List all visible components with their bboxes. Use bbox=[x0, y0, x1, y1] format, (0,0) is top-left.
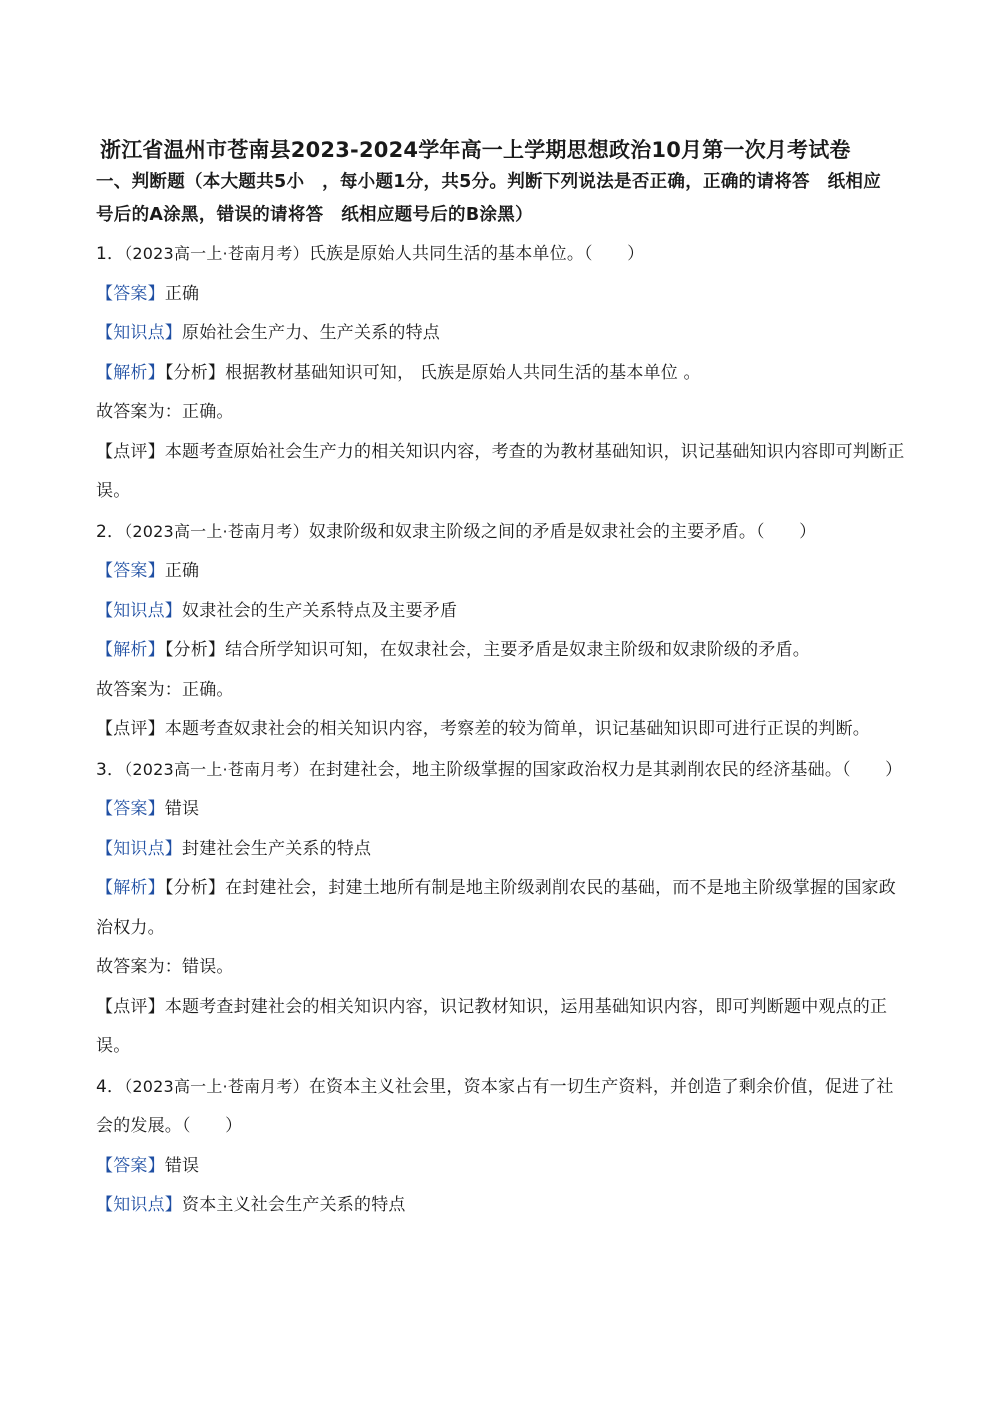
knowledge-value: 原始社会生产力、生产关系的特点 bbox=[182, 323, 440, 343]
question-3 bbox=[96, 750, 908, 1067]
conclusion-label: 故答案为： bbox=[96, 679, 182, 700]
question-2-stem bbox=[96, 512, 908, 553]
knowledge-value: 资本主义社会生产关系的特点 bbox=[182, 1195, 406, 1215]
comment-row bbox=[96, 710, 908, 750]
conclusion-value: 正确。 bbox=[182, 679, 234, 700]
answer-row bbox=[96, 790, 908, 830]
knowledge-label: 【知识点】 bbox=[96, 838, 182, 859]
question-3-stem bbox=[96, 750, 908, 791]
conclusion-value: 正确。 bbox=[182, 402, 234, 422]
knowledge-label: 【知识点】 bbox=[96, 1195, 182, 1215]
comment-label: 【点评】 bbox=[96, 719, 165, 739]
section-heading: 一、判断题（本大题共5小 ，每小题1分，共5分。判断下列说法是否正确，正确的请将答 纸相应 号后的A涂黑，错误的请将答 纸相应题号后的B涂黑） bbox=[96, 172, 899, 225]
comment-row bbox=[96, 433, 908, 512]
question-source: （2023高一上·苍南月考） bbox=[124, 521, 309, 541]
question-number: 2． bbox=[96, 521, 125, 542]
comment-row bbox=[96, 988, 908, 1067]
question-source: （2023高一上·苍南月考） bbox=[124, 1076, 309, 1096]
conclusion-label: 故答案为： bbox=[96, 957, 182, 977]
analysis-sub-label: 【分析】 bbox=[164, 640, 226, 660]
conclusion-row bbox=[96, 948, 908, 988]
analysis-value: 根据教材基础知识可知， 氏族是原始人共同生活的基本单位 。 bbox=[225, 362, 701, 383]
comment-label: 【点评】 bbox=[96, 996, 165, 1017]
question-number: 3． bbox=[96, 759, 125, 780]
comment-value: 本题考查原始社会生产力的相关知识内容，考查的为教材基础知识，识记基础知识内容即可判断正误。 bbox=[96, 441, 905, 501]
knowledge-label: 【知识点】 bbox=[96, 323, 182, 343]
answer-value: 正确 bbox=[164, 561, 200, 581]
comment-value: 本题考查封建社会的相关知识内容，识记教材知识，运用基础知识内容，即可判断题中观点的正误。 bbox=[96, 996, 888, 1056]
answer-value: 正确 bbox=[164, 283, 200, 304]
analysis-value: 在封建社会，封建土地所有制是地主阶级剥削农民的基础，而不是地主阶级掌握的国家政治权力。 bbox=[96, 878, 896, 938]
question-1-stem bbox=[96, 234, 908, 275]
exam-page bbox=[96, 134, 908, 1226]
question-number: 4． bbox=[96, 1076, 125, 1097]
knowledge-value: 封建社会生产关系的特点 bbox=[182, 838, 372, 859]
comment-label: 【点评】 bbox=[96, 441, 165, 462]
analysis-row bbox=[96, 631, 908, 671]
analysis-sub-label: 【分析】 bbox=[164, 362, 226, 383]
page-title: 浙江省温州市苍南县2023-2024学年高一上学期思想政治10月第一次月考试卷 bbox=[100, 138, 851, 162]
conclusion-row bbox=[96, 393, 908, 433]
answer-label: 【答案】 bbox=[96, 561, 165, 581]
question-2 bbox=[96, 512, 908, 750]
analysis-label: 【解析】 bbox=[96, 640, 165, 660]
question-number: 1． bbox=[96, 244, 125, 264]
question-text: 氏族是原始人共同生活的基本单位。（ ） bbox=[308, 244, 645, 264]
answer-value: 错误 bbox=[164, 1155, 200, 1176]
question-4-stem bbox=[96, 1067, 908, 1147]
knowledge-row bbox=[96, 592, 908, 632]
conclusion-label: 故答案为： bbox=[96, 402, 182, 422]
comment-value: 本题考查奴隶社会的相关知识内容，考察差的较为简单，识记基础知识即可进行正误的判断。 bbox=[164, 719, 871, 739]
analysis-sub-label: 【分析】 bbox=[164, 878, 226, 898]
question-1 bbox=[96, 234, 908, 512]
conclusion-row bbox=[96, 671, 908, 711]
analysis-row bbox=[96, 354, 908, 394]
answer-value: 错误 bbox=[164, 799, 200, 819]
analysis-value: 结合所学知识可知，在奴隶社会，主要矛盾是奴隶主阶级和奴隶阶级的矛盾。 bbox=[225, 640, 810, 660]
knowledge-row bbox=[96, 830, 908, 870]
analysis-label: 【解析】 bbox=[96, 362, 165, 383]
answer-label: 【答案】 bbox=[96, 283, 165, 304]
knowledge-label: 【知识点】 bbox=[96, 600, 182, 621]
answer-row bbox=[96, 1147, 908, 1187]
question-4 bbox=[96, 1067, 908, 1226]
question-text: 在封建社会，地主阶级掌握的国家政治权力是其剥削农民的经济基础。（ ） bbox=[308, 759, 903, 780]
question-source: （2023高一上·苍南月考） bbox=[124, 759, 309, 779]
knowledge-row bbox=[96, 314, 908, 354]
conclusion-value: 错误。 bbox=[182, 957, 234, 977]
answer-label: 【答案】 bbox=[96, 799, 165, 819]
analysis-row bbox=[96, 869, 908, 948]
answer-label: 【答案】 bbox=[96, 1155, 165, 1176]
answer-row bbox=[96, 552, 908, 592]
question-text: 奴隶阶级和奴隶主阶级之间的矛盾是奴隶社会的主要矛盾。（ ） bbox=[308, 521, 817, 542]
knowledge-row bbox=[96, 1186, 908, 1226]
knowledge-value: 奴隶社会的生产关系特点及主要矛盾 bbox=[182, 600, 458, 621]
answer-row bbox=[96, 275, 908, 315]
analysis-label: 【解析】 bbox=[96, 878, 165, 898]
question-text: 在资本主义社会里，资本家占有一切生产资料，并创造了剩余价值，促进了社会的发展。（ ） bbox=[96, 1076, 894, 1136]
question-source: （2023高一上·苍南月考） bbox=[124, 244, 309, 263]
